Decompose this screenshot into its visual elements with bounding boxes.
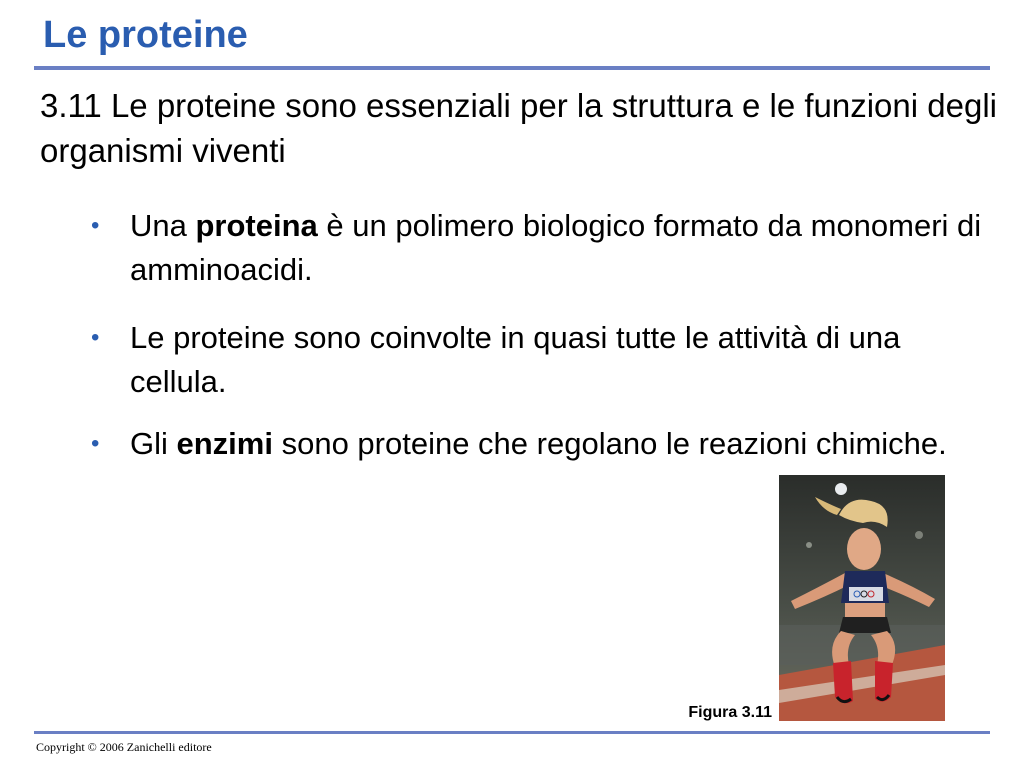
bullet-text: Una	[130, 208, 196, 243]
long-jump-athlete-photo	[779, 475, 945, 721]
bullet-text: Le proteine sono coinvolte in quasi tutte le attività di una cellula.	[130, 320, 901, 399]
bullet-text: Gli	[130, 426, 177, 461]
title-divider	[34, 66, 990, 70]
footer-divider	[34, 731, 990, 734]
bullet-dot-icon: •	[91, 430, 100, 457]
bullet-keyword: enzimi	[176, 426, 273, 461]
bullet-item	[88, 316, 993, 404]
bullet-dot-icon: •	[91, 324, 100, 351]
bullet-dot-icon: •	[91, 212, 100, 239]
slide-title: Le proteine	[43, 14, 248, 56]
bullet-list	[88, 204, 993, 490]
bullet-item	[88, 422, 993, 466]
bullet-text: sono proteine che regolano le reazioni chimiche.	[272, 426, 947, 461]
slide-subtitle: 3.11 Le proteine sono essenziali per la struttura e le funzioni degli organismi viventi	[40, 87, 997, 169]
copyright-notice: Copyright © 2006 Zanichelli editore	[36, 740, 212, 754]
athlete-image	[779, 475, 945, 721]
bullet-item	[88, 204, 993, 292]
bullet-text: è un polimero biologico formato da monomeri di amminoacidi.	[130, 208, 982, 287]
bullet-keyword: proteina	[195, 208, 318, 243]
figure-caption: Figura 3.11	[688, 704, 772, 721]
